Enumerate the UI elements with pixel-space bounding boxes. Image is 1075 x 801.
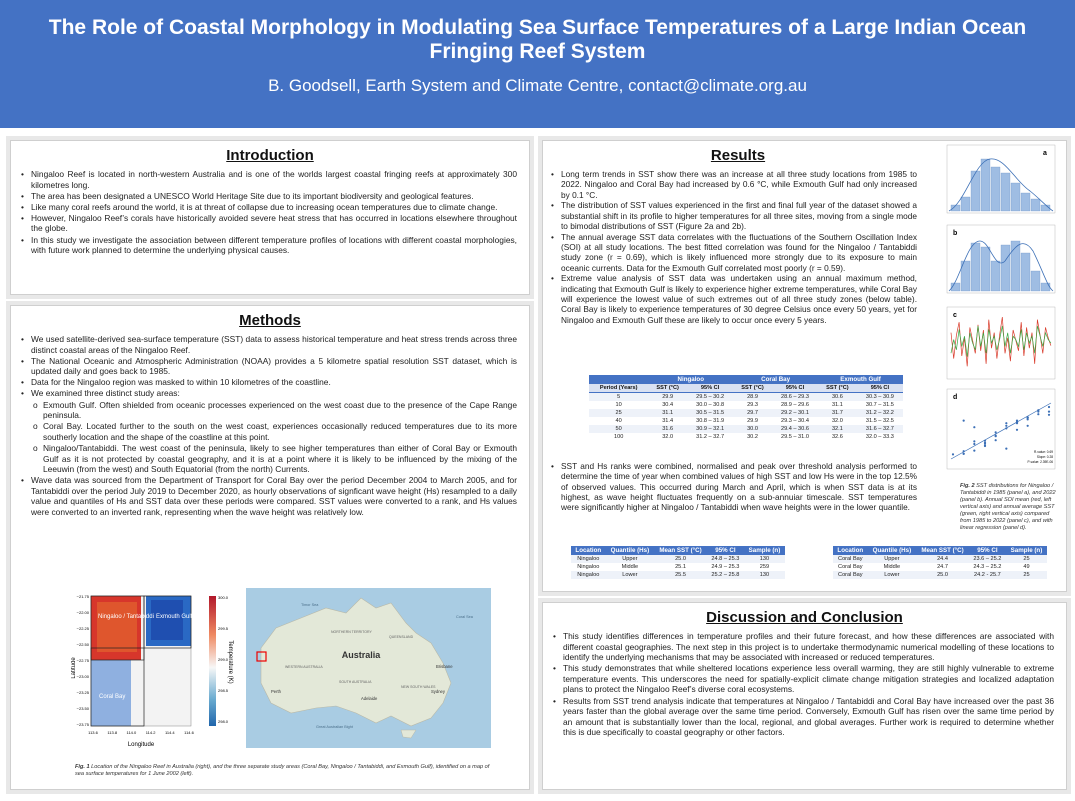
qld-label: QUEENSLAND <box>389 635 414 639</box>
table-row <box>589 409 903 417</box>
figure-2-caption: Fig. 2 SST distributions for Ningaloo / Tantabiddi in 1985 (panel a), and 2022 (panel b). Annual SOI mean (red, left vertical axis) and annual average SST (green, right vertical axis) compared from 1985 to 2022 (panel c), and with linear regression (panel d). <box>960 483 1056 531</box>
table-header-cell: Location <box>571 546 606 555</box>
table-row <box>589 433 903 441</box>
results-heading: Results <box>710 147 766 164</box>
table-header-cell: 95% CI <box>707 546 744 555</box>
table-header-cell: 95% CI <box>772 384 818 393</box>
table-cell: 28.9 – 29.6 <box>780 402 809 408</box>
scatter-point <box>963 453 965 455</box>
colorbar-tick-label: 298.0 <box>218 719 229 724</box>
poster-header <box>0 0 1075 128</box>
scatter-point <box>973 426 975 428</box>
x-tick-label: 114.4 <box>164 730 175 735</box>
discussion-heading: Discussion and Conclusion <box>706 609 903 626</box>
table-cell: 25.0 <box>654 555 707 563</box>
nt-label: NORTHERN TERRITORY <box>331 630 372 634</box>
table-cell: Lower <box>606 571 655 579</box>
poster-authors: B. Goodsell, Earth System and Climate Centre, contact@climate.org.au <box>268 76 807 95</box>
scatter-point <box>984 442 986 444</box>
x-tick-label: 113.8 <box>107 730 118 735</box>
table-cell: 30.6 <box>818 393 857 402</box>
table-header-cell: Mean SST (°C) <box>654 546 707 555</box>
coral-bay-region <box>91 660 131 726</box>
scatter-point <box>973 450 975 452</box>
list-item: • Results from SST trend analysis indicate that temperatures at Ningaloo / Tantabiddi and Coral Bay have increased over the past 36 years faster than the global average over the same time period. Conversely, Exmouth Gulf has risen over the same time period by an amount that is substantially lower than the local, regional, and global averages. Further work is required to determine whether this is due specifically to coastal geography or other factors. <box>563 696 1054 738</box>
table-cell: 29.9 <box>747 418 758 424</box>
table-cell: 130 <box>744 555 785 563</box>
x-axis-label: Longitude <box>127 742 155 748</box>
colorbar-tick-label: 299.5 <box>218 626 229 631</box>
scatter-point <box>963 420 965 422</box>
x-tick-label: 114.2 <box>145 730 156 735</box>
y-tick-label: −23.75 <box>76 722 89 727</box>
list-item: • We used satellite-derived sea-surface temperature (SST) data to assess historical temperature and heat stress trends across three distinct coastal areas of the Ningaloo Reef. <box>31 334 517 355</box>
list-item: • The area has been designated a UNESCO World Heritage Site due to its important biodiversity and geological features. <box>31 191 517 202</box>
table-cell: 31.5 – 32.5 <box>865 418 894 424</box>
table-cell: 30.0 <box>733 425 772 433</box>
list-item: • The National Oceanic and Atmospheric Administration (NOAA) provides a 5 kilometre spatial resolution SST dataset, which is updated daily and goes back to 1985. <box>31 356 517 377</box>
histogram-bar <box>971 243 980 291</box>
table-cell: 31.2 – 32.7 <box>696 434 725 440</box>
timor-label: Timor Sea <box>301 603 319 607</box>
list-item: • This study demonstrates that while sheltered locations experience less overall warming, they are still highly vulnerable to extreme temperature events. This underscores the need for spatially-explicit climate change mitigation strategies and localized adaptation plans to protect the Ningaloo Reef’s diverse coral ecosystems. <box>563 663 1054 695</box>
table-header-cell: Location <box>833 546 868 555</box>
table-cell: 10 <box>615 402 622 408</box>
ningaloo-label: Ningaloo / Tantabiddi <box>98 614 154 620</box>
table-row <box>589 425 903 433</box>
x-ticks <box>88 730 194 735</box>
table-cell: 30.5 – 31.5 <box>687 409 733 417</box>
table-cell: Upper <box>868 555 917 563</box>
panel-label-d: d <box>953 394 958 401</box>
table-cell: 25.2 – 25.8 <box>707 571 744 579</box>
list-item: • Data for the Ningaloo region was masked to within 10 kilometres of the coastline. <box>31 377 517 388</box>
table-header-cell: Quantile (Hs) <box>606 546 655 555</box>
x-tick-label: 113.6 <box>88 730 98 735</box>
table-row <box>571 563 785 571</box>
histogram-bar <box>981 159 990 211</box>
table-header-cell: 95% CI <box>687 384 733 393</box>
list-item: • This study identifies differences in temperature profiles and their future forecast, and how these differences are associated with different coastal geographies. The next step in this project is to undertake thermodynamic numerical modelling of these locations to identify the underlying mechanisms that may be associated with increased or reduced temperatures. <box>563 631 1054 663</box>
table-cell: 5 <box>589 393 648 402</box>
panel-label-a: a <box>1043 150 1047 157</box>
list-item: • The distribution of SST values experienced in the first and final full year of the dataset showed a substantial shift in its profile to higher temperatures for all three sites, moving from a single mode to bimodal distributions of SST (Figure 2a and 2b). <box>561 200 917 231</box>
brisbane-label: Brisbane <box>436 664 453 669</box>
colorbar <box>209 596 216 726</box>
table-cell: Ningaloo <box>577 564 600 570</box>
introduction-panel <box>10 140 530 295</box>
results-list-2 <box>543 461 923 513</box>
histogram-bar <box>991 167 1000 211</box>
table-cell: 31.2 – 32.2 <box>857 409 903 417</box>
panel-label-c: c <box>953 312 957 319</box>
bight-label: Great Australian Bight <box>316 725 353 729</box>
table-cell: 40 <box>615 418 622 424</box>
coral-sea-label: Coral Sea <box>456 615 473 619</box>
methods-list <box>11 334 529 518</box>
table-cell: 100 <box>613 434 624 440</box>
list-item: o Coral Bay. Located further to the south on the west coast, experiences occasionally reduced temperatures due to its more southerly location and the shape of the coastline at this point. <box>43 421 517 442</box>
panel-d <box>947 389 1055 469</box>
scatter-point <box>1048 406 1050 408</box>
table-cell: 32.6 <box>831 434 843 440</box>
discussion-panel <box>542 602 1067 790</box>
table-cell: 29.2 – 30.1 <box>772 409 818 417</box>
histogram-bar <box>1031 199 1040 211</box>
table-header-cell: Sample (n) <box>1006 546 1047 555</box>
table-cell: Coral Bay <box>833 571 868 579</box>
slope: Slope: 0.28 <box>1036 455 1053 459</box>
histogram-bar <box>1021 253 1030 291</box>
table-cell: 25 <box>1006 571 1047 579</box>
table-cell: 25 <box>589 409 648 417</box>
adelaide-label: Adelaide <box>361 696 378 701</box>
list-item: • We examined three distinct study areas: <box>31 388 517 399</box>
table-cell: 31.1 <box>831 402 843 408</box>
scatter-point <box>1027 418 1029 420</box>
results-list <box>543 169 923 325</box>
colorbar-tick-label: 300.0 <box>218 595 229 600</box>
table-header-cell: 95% CI <box>857 384 903 393</box>
table-cell: 24.2 - 25.7 <box>969 571 1006 579</box>
panel-c <box>947 307 1055 379</box>
table-cell: 25.0 <box>916 571 969 579</box>
table-header-cell: Quantile (Hs) <box>868 546 917 555</box>
table-cell: 32.1 <box>818 425 857 433</box>
table-cell: 30.8 – 31.9 <box>696 418 725 424</box>
table-cell: 31.6 – 32.7 <box>857 425 903 433</box>
methods-heading: Methods <box>239 312 301 329</box>
table-cell: 29.3 <box>747 402 758 408</box>
table-row <box>833 555 1047 563</box>
scatter-point <box>1005 448 1007 450</box>
table-cell: 28.9 <box>733 393 772 402</box>
table-cell: 31.1 <box>648 409 687 417</box>
table-cell: 30.3 – 30.9 <box>857 393 903 402</box>
table-cell: 29.5 – 30.2 <box>687 393 733 402</box>
table-cell: 31.6 <box>648 425 687 433</box>
panel-b <box>947 225 1055 293</box>
y-axis-label: Latitude <box>71 657 77 679</box>
table-row <box>571 555 785 563</box>
table-row <box>833 563 1047 571</box>
scatter-point <box>1005 425 1007 427</box>
sydney-label: Sydney <box>431 689 445 694</box>
table-cell: 32.0 – 33.3 <box>865 434 894 440</box>
histogram-bar <box>981 247 990 291</box>
list-item: • Ningaloo Reef is located in north-western Australia and is one of the worlds largest coastal fringing reefs at approximately 300 kilometres long. <box>31 169 517 190</box>
discussion-list <box>543 631 1066 738</box>
table-cell: 29.4 – 30.6 <box>772 425 818 433</box>
list-item: • SST and Hs ranks were combined, normalised and peak over threshold analysis performed to determine the time of year when combined values of high SST and low Hs were in the top 12.5% of observed values. This occurred during March and April, which is when SST data is at its highest, as wave height fluctuates frequently on a sub-annuiar timescale. SST temperatures were significantly higher at Ningaloo / Tantabiddi when wave heights were in the lower quantile. <box>561 461 917 512</box>
table-cell: 25.5 <box>654 571 707 579</box>
introduction-list <box>11 169 529 256</box>
histogram-bar <box>991 261 1000 291</box>
table-cell: 30.7 – 31.5 <box>865 402 894 408</box>
list-item: • Extreme value analysis of SST data was undertaken using an annual maximum method, indicating that Exmouth Gulf is likely to experience higher extreme temperatures, while Coral Bay will experience the lowest value of such extremes out of all three study zones (below table). Coral Bay is likely to experience temperatures of 30 degree Celsius once every 50 years, yet for Ningaloo and Exmouth Gulf these are likely to occur once every 5 years. <box>561 273 917 324</box>
sa-label: SOUTH AUSTRALIA <box>339 680 372 684</box>
y-tick-label: −22.25 <box>76 626 89 631</box>
table-cell: Coral Bay <box>838 564 863 570</box>
table-header-cell: Sample (n) <box>744 546 785 555</box>
hs-table-coral-bay <box>833 546 1047 579</box>
scatter-point <box>995 435 997 437</box>
y-tick-label: −23.25 <box>76 690 89 695</box>
table-cell: 32.0 <box>662 434 674 440</box>
coral-label: Coral Bay <box>99 694 126 700</box>
list-item: • However, Ningaloo Reef’s corals have historically avoided severe heat stress that has occurred in locations elsewhere throughout the globe. <box>31 213 517 234</box>
list-item: • In this study we investigate the association between different temperature profiles of locations with different coastal morphologies, with future work planned to determine the underlying physical causes. <box>31 235 517 256</box>
colorbar-tick-label: 298.5 <box>218 688 229 693</box>
figure-1 <box>71 588 491 748</box>
table-cell: 30.0 – 30.8 <box>696 402 725 408</box>
table-cell: 24.3 – 25.2 <box>973 564 1002 570</box>
histogram-bar <box>1011 241 1020 291</box>
table-cell: 25 <box>1006 555 1047 563</box>
table-cell: Ningaloo <box>571 555 606 563</box>
table-header-cell: Period (Years) <box>589 384 648 393</box>
scatter-point <box>984 444 986 446</box>
hs-table-ningaloo <box>571 546 785 579</box>
y-tick-label: −23.00 <box>76 674 89 679</box>
histogram-bar <box>1001 245 1010 291</box>
colorbar-label: Temperature (K) <box>227 640 233 684</box>
table-row <box>589 417 903 425</box>
y-tick-label: −21.75 <box>76 594 89 599</box>
results-panel <box>542 140 1067 592</box>
histogram-bar <box>1001 173 1010 211</box>
table-cell: 29.3 – 30.4 <box>780 418 809 424</box>
table-cell: 28.6 – 29.3 <box>772 393 818 402</box>
table-cell: 30.9 – 32.1 <box>687 425 733 433</box>
histogram-bar <box>961 197 970 211</box>
extreme-value-table: Ningaloo Coral Bay Exmouth Gulf Period (Years) SST (°C) 95% CI SST (°C) 95% CI SST (°C) 95% CI 5 29.9 29.5 – 30.2 28.9 28.6 – 29.3 30.6 30.3 – 30.9 10 30.4 30.0 – 30.8 29.3 28.9 – 29.6 31.1 30.7 – 31.5 25 31.1 30.5 – 31.5 29.7 29.2 – 30.1 31.7 31.2 – 32.2 40 31.4 30.8 – 31.9 29.9 29.3 – 30.4 32.0 31.5 – 32.5 50 31.6 30.9 – 32.1 30.0 29.4 – 30.6 32.1 31.6 – 32.7 100 32.0 31.2 – 32.7 30.2 29.5 – 31.0 32.6 32.0 – 33.3 <box>589 375 903 441</box>
table-header-cell: 95% CI <box>969 546 1006 555</box>
methods-panel <box>10 305 530 790</box>
scatter-point <box>1048 414 1050 416</box>
y-tick-label: −22.00 <box>76 610 89 615</box>
list-item: o Exmouth Gulf. Often shielded from oceanic processes experienced on the west coast due to the presence of the Cape Range peninsula. <box>43 400 517 421</box>
table-cell: 31.7 <box>818 409 857 417</box>
table-cell: 31.4 <box>662 418 674 424</box>
table-cell: 259 <box>759 564 770 570</box>
table-row <box>589 401 903 409</box>
table-header-cell: SST (°C) <box>648 384 687 393</box>
nsw-label: NEW SOUTH WALES <box>401 685 436 689</box>
y-tick-label: −23.50 <box>76 706 89 711</box>
table-cell: 23.6 – 25.2 <box>969 555 1006 563</box>
wa-label: WESTERN AUSTRALIA <box>285 665 323 669</box>
table-cell: 32.0 <box>831 418 843 424</box>
list-item: • Wave data was sourced from the Department of Transport for Coral Bay over the period December 2004 to March 2005, and for Tantabiddi over the period July 2019 to December 2020, as hourly observations of signficant wave height (Hs) resampled to a daily value and quantiles of Hs and SST data over these periods were compared. SST values were converted to a rank, and Hs values were converted to an inverted rank, representing when the wave height was relatively low. <box>31 475 517 517</box>
country-label: Australia <box>341 650 381 660</box>
table-cell: 24.9 – 25.3 <box>711 564 740 570</box>
p-value: P-value: 2.39E-06 <box>1027 460 1053 464</box>
y-tick-label: −22.75 <box>76 658 89 663</box>
figure-1-caption: Fig. 1 Location of the Ningaloo Reef in Australia (right), and the three separate study areas (Coral Bay, Ningaloo / Tantabiddi, and Exmouth Gulf), identified on a map of sea surface temperatures for 1 June 2002 (left). <box>75 764 490 777</box>
poster-title: The Role of Coastal Morphology in Modulating Sea Surface Temperatures of a Large Indian Ocean Fringing Reef System <box>48 16 1027 63</box>
panel-a <box>947 145 1055 213</box>
list-item: • Long term trends in SST show there was an increase at all three study locations from 1985 to 2022. Ningaloo and Coral Bay had increased by 0.6 °C, while Exmouth Gulf had only increased by 0.1 °C. <box>561 169 917 200</box>
scatter-point <box>1027 425 1029 427</box>
histogram-bar <box>1021 193 1030 211</box>
colorbar-tick-label: 299.0 <box>218 657 229 662</box>
table-cell: 29.7 <box>733 409 772 417</box>
histogram-bar <box>971 171 980 211</box>
histogram-bar <box>1031 271 1040 291</box>
table-cell: Lower <box>868 571 917 579</box>
perth-label: Perth <box>271 689 282 694</box>
table-cell: Coral Bay <box>833 555 868 563</box>
list-item: • The annual average SST data correlates with the fluctuations of the Southern Oscillation Index (SOI) at all study locations. The best fitted correlation was found for the Ningaloo / Tantabiddi study zone (r = 0.69), which is likely influenced more strongly due to its exposure to main oceanic currents. Data for the Exmouth Gulf correlated most poorly (r = 0.59). <box>561 232 917 273</box>
x-tick-label: 114.6 <box>184 730 194 735</box>
scatter-point <box>1048 411 1050 413</box>
table-cell: 24.4 <box>916 555 969 563</box>
table-cell: Middle <box>621 564 639 570</box>
table-cell: Ningaloo <box>571 571 606 579</box>
x-tick-label: 114.0 <box>126 730 137 735</box>
r-value: R-value: 0.69 <box>1034 450 1053 454</box>
table-header-cell: SST (°C) <box>818 384 857 393</box>
table-cell: Upper <box>606 555 655 563</box>
table-row <box>589 393 903 402</box>
table-cell: 30.4 <box>662 402 674 408</box>
table-cell: 130 <box>744 571 785 579</box>
scatter-point <box>1016 429 1018 431</box>
table-cell: Middle <box>883 564 901 570</box>
table-header-cell: Mean SST (°C) <box>916 546 969 555</box>
scatter-point <box>995 439 997 441</box>
exmouth-label: Exmouth Gulf <box>156 614 193 620</box>
panel-label-b: b <box>953 230 958 237</box>
y-tick-label: −22.50 <box>76 642 89 647</box>
scatter-point <box>1005 422 1007 424</box>
table-cell: 24.7 <box>937 564 948 570</box>
y-ticks <box>77 594 90 727</box>
table-cell: 30.2 <box>747 434 758 440</box>
scatter-point <box>952 453 954 455</box>
introduction-heading: Introduction <box>226 147 314 164</box>
table-cell: 29.9 <box>648 393 687 402</box>
scatter-point <box>973 443 975 445</box>
table-cell: 50 <box>589 425 648 433</box>
table-cell: 49 <box>1023 564 1030 570</box>
list-item: • Like many coral reefs around the world, it is at threat of collapse due to increasing ocean temperatures due to climate change. <box>31 202 517 213</box>
table-row <box>833 571 1047 579</box>
table-cell: 29.5 – 31.0 <box>780 434 809 440</box>
list-item: o Ningaloo/Tantabiddi. The west coast of the peninsula, likely to see higher temperatures than either of Coral Bay or Exmouth Gulf as it is not protected by coastal geography, and it is at a point where it is likely to be influenced by the mixing of the Leeuwin (from the west) and South Equatorial (from the north) Currents. <box>43 443 517 475</box>
histogram-bar <box>1011 183 1020 211</box>
table-row <box>571 571 785 579</box>
table-cell: 24.8 – 25.3 <box>707 555 744 563</box>
figure-2 <box>935 141 1065 481</box>
table-header-cell: SST (°C) <box>733 384 772 393</box>
scatter-point <box>1037 413 1039 415</box>
scatter-point <box>973 440 975 442</box>
table-cell: 25.1 <box>675 564 686 570</box>
